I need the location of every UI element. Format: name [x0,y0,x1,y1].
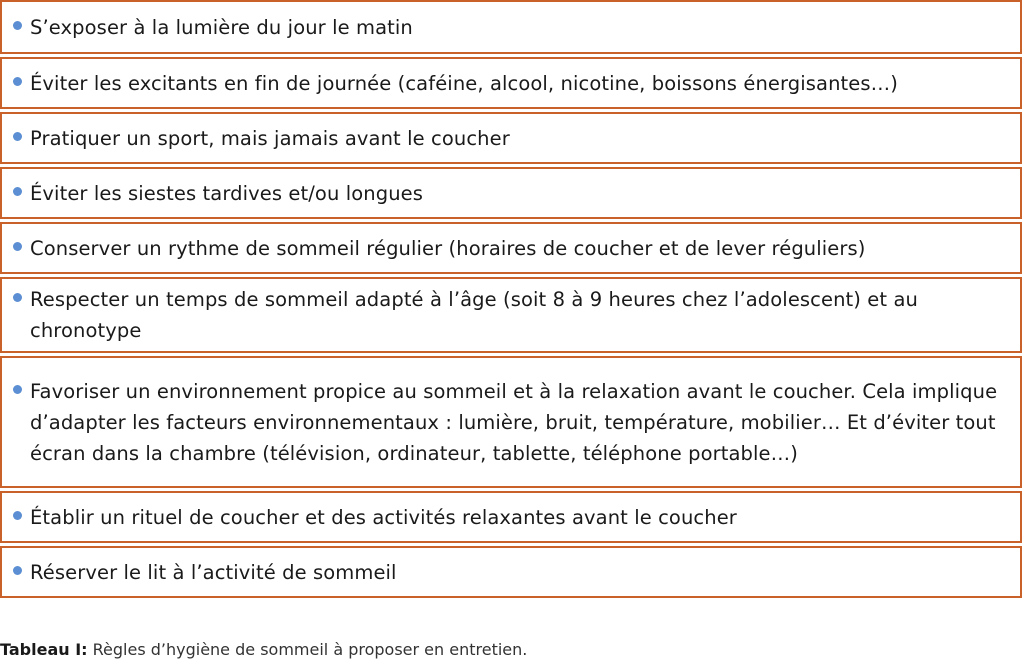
row-text: Pratiquer un sport, mais jamais avant le coucher [30,126,510,150]
bullet-icon [13,566,22,575]
bullet-icon [13,242,22,251]
table-row [0,356,1022,488]
row-text: Réserver le lit à l’activité de sommeil [30,560,397,584]
bullet-icon [13,385,22,394]
table-row [0,222,1022,274]
bullet-icon [13,293,22,302]
table-row [0,546,1022,598]
table-row [0,167,1022,219]
bullet-icon [13,132,22,141]
caption-text: Règles d’hygiène de sommeil à proposer en entretien. [87,640,528,659]
table-row [0,2,1022,54]
bullet-icon [13,77,22,86]
table-caption [0,640,527,660]
row-text: Favoriser un environnement propice au sommeil et à la relaxation avant le coucher. Cela implique d’adapter les facteurs environnementaux : lumière, bruit, température, mobilier… Et d’éviter tout écran dans la chambre (télévision, ordinateur, tablette, téléphone portable…) [30,379,998,465]
row-text: Éviter les siestes tardives et/ou longues [30,181,424,205]
row-text: Conserver un rythme de sommeil régulier (horaires de coucher et de lever réguliers) [30,236,866,260]
caption-label: Tableau I: [0,640,88,659]
table-row [0,277,1022,353]
bullet-icon [13,21,22,30]
row-text: Respecter un temps de sommeil adapté à l’âge (soit 8 à 9 heures chez l’adolescent) et au chronotype [30,288,918,342]
table-row [0,491,1022,543]
bullet-icon [13,511,22,520]
bullet-icon [13,187,22,196]
row-text: Établir un rituel de coucher et des activités relaxantes avant le coucher [30,505,737,529]
table-row [0,112,1022,164]
table-row [0,57,1022,109]
row-text: Éviter les excitants en fin de journée (caféine, alcool, nicotine, boissons énergisantes…) [30,71,898,95]
row-text: S’exposer à la lumière du jour le matin [30,15,413,39]
